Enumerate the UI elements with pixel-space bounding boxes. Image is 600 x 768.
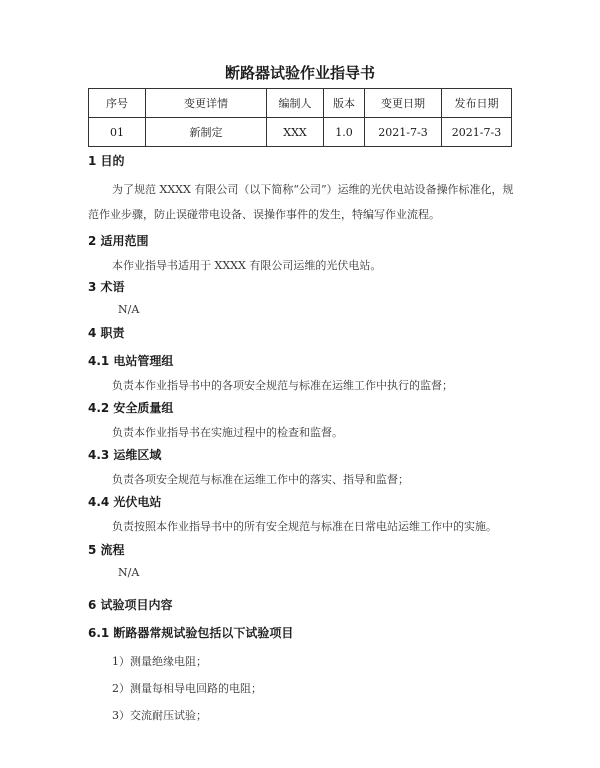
cell-change-date: 2021-7-3 — [365, 118, 442, 147]
section-4-2-heading: 4.2 安全质量组 — [88, 401, 174, 415]
cell-details: 新制定 — [146, 118, 267, 147]
list-item: 2）测量每相导电回路的电阻； — [112, 682, 262, 695]
header-cell-version: 版本 — [324, 89, 365, 118]
header-cell-author: 编制人 — [267, 89, 324, 118]
section-1-text: 为了规范 XXXX 有限公司（以下简称“公司”）运维的光伏电站设备操作标准化，规范作业步骤，防止误碰带电设备、误操作事件的发生，特编写作业流程。 — [88, 183, 514, 221]
section-2-text: 本作业指导书适用于 XXXX 有限公司运维的光伏电站。 — [112, 259, 382, 272]
cell-release-date: 2021-7-3 — [442, 118, 512, 147]
section-4-1-heading: 4.1 电站管理组 — [88, 354, 174, 368]
section-5-heading: 5 流程 — [88, 543, 125, 557]
section-3-text: N/A — [118, 303, 140, 316]
section-4-heading: 4 职责 — [88, 326, 125, 340]
header-cell-change-date: 变更日期 — [365, 89, 442, 118]
section-5-text: N/A — [118, 566, 140, 579]
header-cell-no: 序号 — [89, 89, 146, 118]
section-1-heading: 1 目的 — [88, 154, 125, 168]
section-3-heading: 3 术语 — [88, 280, 125, 294]
section-4-2-text: 负责本作业指导书在实施过程中的检查和监督。 — [112, 426, 343, 439]
section-2-heading: 2 适用范围 — [88, 234, 149, 248]
section-6-heading: 6 试验项目内容 — [88, 598, 173, 612]
cell-version: 1.0 — [324, 118, 365, 147]
list-item: 1）测量绝缘电阻； — [112, 655, 207, 668]
section-4-4-heading: 4.4 光伏电站 — [88, 495, 162, 509]
header-cell-release-date: 发布日期 — [442, 89, 512, 118]
section-4-3-heading: 4.3 运维区域 — [88, 448, 162, 462]
section-4-1-text: 负责本作业指导书中的各项安全规范与标准在运维工作中执行的监督； — [112, 379, 453, 392]
section-4-4-text: 负责按照本作业指导书中的所有安全规范与标准在日常电站运维工作中的实施。 — [112, 520, 497, 533]
cell-no: 01 — [89, 118, 146, 147]
table-header-row — [89, 89, 512, 118]
section-4-3-text: 负责各项安全规范与标准在运维工作中的落实、指导和监督； — [112, 473, 409, 486]
list-item: 3）交流耐压试验； — [112, 709, 207, 722]
cell-author: XXX — [267, 118, 324, 147]
section-6-1-heading: 6.1 断路器常规试验包括以下试验项目 — [88, 626, 294, 640]
header-cell-details: 变更详情 — [146, 89, 267, 118]
table-row — [89, 118, 512, 147]
revision-table — [88, 88, 512, 147]
document-title: 断路器试验作业指导书 — [224, 64, 375, 82]
